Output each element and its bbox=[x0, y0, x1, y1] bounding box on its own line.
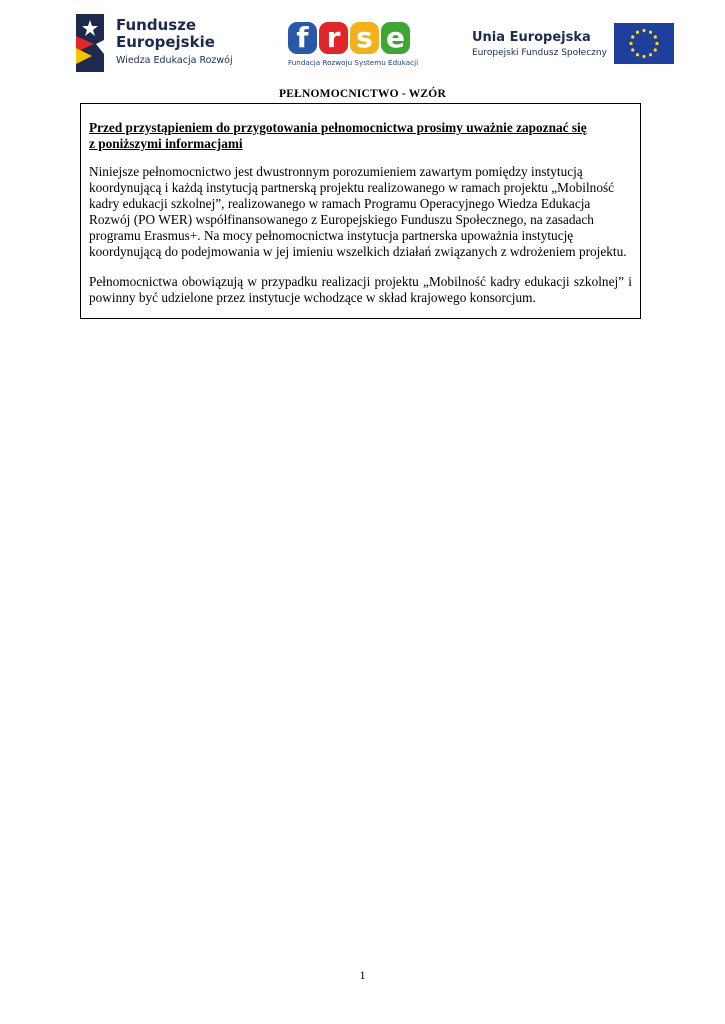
eu-flag-icon bbox=[614, 23, 674, 64]
paragraph-1-line: programu Erasmus+. Na mocy pełnomocnictwa instytucja partnerska upoważnia instytucję bbox=[89, 228, 574, 243]
fe-line-1: Fundusze bbox=[116, 16, 197, 34]
eu-star-icon bbox=[636, 53, 639, 56]
eu-star-icon bbox=[629, 42, 632, 45]
paragraph-1-line: kadry edukacji szkolnej”, realizowanego w ramach Programu Operacyjnego Wiedza Edukacja bbox=[89, 196, 591, 211]
frse-caption: Fundacja Rozwoju Systemu Edukacji bbox=[288, 58, 419, 67]
eu-star-icon bbox=[649, 53, 652, 56]
eu-star-icon bbox=[631, 48, 634, 51]
frse-letter-s: s bbox=[350, 22, 379, 54]
ue-line-2: Europejski Fundusz Społeczny bbox=[472, 48, 607, 58]
eu-star-icon bbox=[631, 35, 634, 38]
eu-star-icon bbox=[636, 31, 639, 34]
fe-line-2: Europejskie bbox=[116, 33, 215, 51]
ue-line-1: Unia Europejska bbox=[472, 30, 591, 45]
paragraph-1-line: Rozwój (PO WER) współfinansowanego z Europejskiego Funduszu Społecznego, na zasadach bbox=[89, 212, 594, 227]
paragraph-1-line: Niniejsze pełnomocnictwo jest dwustronnym porozumieniem zawartym pomiędzy instytucją bbox=[89, 164, 583, 179]
paragraph-1 bbox=[89, 164, 632, 260]
frse-letter-f: f bbox=[288, 22, 317, 54]
frse-letter-e: e bbox=[381, 22, 410, 54]
paragraph-2: Pełnomocnictwa obowiązują w przypadku realizacji projektu „Mobilność kadry edukacji szkolnej” i powinny być udzielone przez instytucje wchodzące w skład krajowego konsorcjum. bbox=[89, 274, 632, 305]
info-box bbox=[80, 103, 641, 319]
paragraph-1-line: koordynującą i każdą instytucją partnerską projektu realizowanego w ramach projektu „Mobilność bbox=[89, 180, 615, 195]
eu-star-icon bbox=[649, 31, 652, 34]
eu-star-icon bbox=[642, 55, 645, 58]
paragraph-1-line: koordynującą do podejmowania w jej imieniu wszelkich działań związanych z wdrożeniem projektu. bbox=[89, 244, 627, 259]
fe-line-3: Wiedza Edukacja Rozwój bbox=[116, 55, 233, 66]
unia-europejska-text bbox=[472, 30, 607, 60]
fundusze-europejskie-flag-icon bbox=[76, 14, 104, 72]
page-number: 1 bbox=[359, 968, 366, 982]
frse-letter-r: r bbox=[319, 22, 348, 54]
fundusze-europejskie-logo bbox=[76, 14, 246, 72]
eu-star-icon bbox=[654, 35, 657, 38]
document-title: PEŁNOMOCNICTWO - WZÓR bbox=[279, 88, 446, 100]
heading-line-2: z poniższymi informacjami bbox=[89, 136, 243, 151]
fundusze-europejskie-text bbox=[116, 17, 233, 68]
eu-star-icon bbox=[642, 29, 645, 32]
eu-star-icon bbox=[655, 42, 658, 45]
info-box-heading bbox=[89, 120, 632, 152]
frse-letters bbox=[288, 22, 414, 54]
frse-logo bbox=[288, 21, 419, 74]
header-logos bbox=[0, 12, 725, 74]
heading-line-1: Przed przystąpieniem do przygotowania pełnomocnictwa prosimy uważnie zapoznać się bbox=[89, 120, 587, 135]
eu-star-icon bbox=[654, 48, 657, 51]
